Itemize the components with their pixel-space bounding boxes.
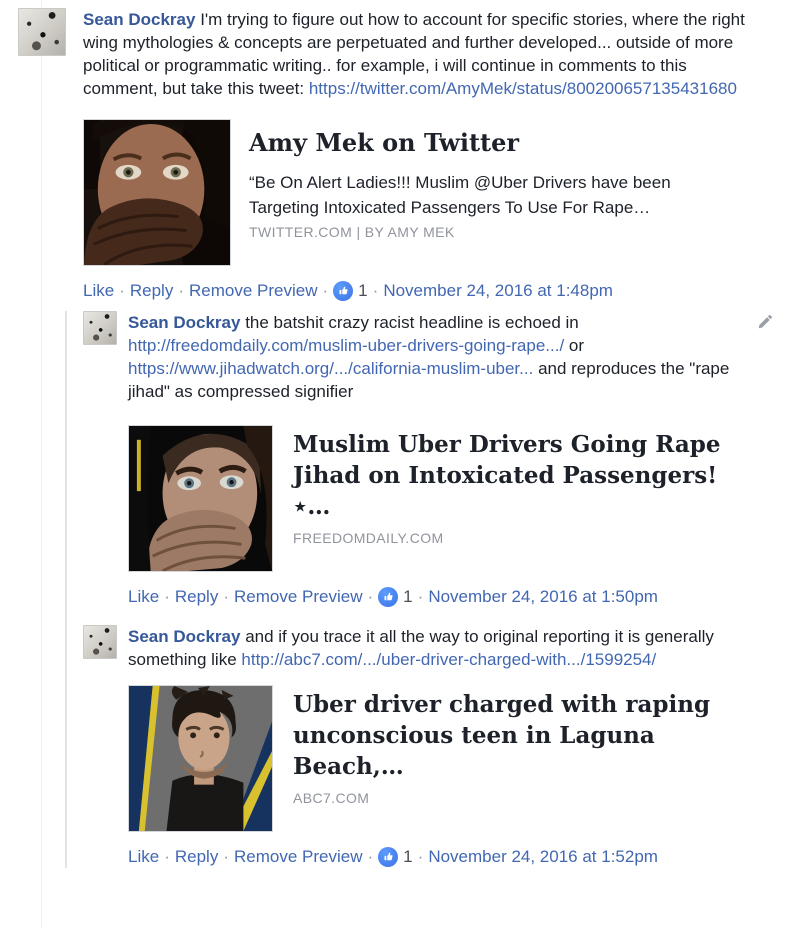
mugshot-image — [129, 686, 272, 831]
user-avatar[interactable] — [18, 8, 66, 56]
freedomdaily-link[interactable]: http://freedomdaily.com/muslim-uber-drivers-going-rape.../ — [128, 336, 565, 355]
like-button[interactable]: Like — [83, 281, 115, 300]
preview-image[interactable] — [128, 425, 273, 572]
reply-text — [128, 311, 740, 403]
reply-body: the batshit crazy racist headline is echoed in — [245, 313, 579, 332]
separator: · — [119, 281, 125, 300]
like-button[interactable]: Like — [128, 847, 160, 866]
reply-comment — [83, 311, 792, 608]
reply-body: and if you trace it all the way to original reporting it is generally something like — [128, 627, 714, 669]
thumbs-up-icon — [383, 851, 394, 862]
woman-face-image — [129, 426, 272, 571]
reply-text — [128, 625, 740, 671]
separator: · — [372, 281, 379, 300]
comment-timestamp[interactable]: November 24, 2016 at 1:50pm — [428, 587, 658, 606]
reply-button[interactable]: Reply — [174, 587, 219, 606]
preview-source: TWITTER.COM | BY AMY MEK — [249, 224, 455, 240]
comment-text — [83, 8, 763, 100]
comment-thread — [18, 8, 792, 868]
separator: · — [322, 281, 329, 300]
comment-action-row — [128, 585, 792, 608]
remove-preview-button[interactable]: Remove Preview — [189, 281, 318, 300]
thumbs-up-badge[interactable] — [378, 847, 398, 867]
jihadwatch-link[interactable]: https://www.jihadwatch.org/.../california-muslim-uber... — [128, 359, 534, 378]
user-avatar[interactable] — [83, 625, 117, 659]
preview-title[interactable]: Amy Mek on Twitter — [249, 128, 520, 157]
preview-title[interactable]: Muslim Uber Drivers Going Rape Jihad on Intoxicated Passengers! ⋆… — [293, 431, 721, 520]
woman-face-image — [84, 120, 230, 265]
comment-action-row — [128, 845, 792, 868]
comment-timestamp[interactable]: November 24, 2016 at 1:48pm — [383, 281, 613, 300]
reply-thread — [65, 311, 792, 868]
separator: · — [367, 847, 374, 866]
reply-button[interactable]: Reply — [174, 847, 219, 866]
thumbs-up-badge[interactable] — [333, 281, 353, 301]
user-avatar[interactable] — [83, 311, 117, 345]
author-link[interactable]: Sean Dockray — [83, 10, 196, 29]
separator: · — [164, 587, 170, 606]
edit-comment-button[interactable] — [757, 313, 774, 330]
reply-button[interactable]: Reply — [129, 281, 174, 300]
separator: · — [223, 847, 229, 866]
reply-comment — [83, 625, 792, 868]
like-count[interactable]: 1 — [358, 281, 368, 300]
separator: · — [164, 847, 170, 866]
comment-timestamp[interactable]: November 24, 2016 at 1:52pm — [428, 847, 658, 866]
preview-image[interactable] — [83, 119, 231, 266]
like-count[interactable]: 1 — [403, 587, 413, 606]
like-button[interactable]: Like — [128, 587, 160, 606]
link-preview-card[interactable] — [83, 119, 792, 266]
reply-body: and reproduces the "rape jihad" as compressed signifier — [128, 359, 730, 401]
abc7-link[interactable]: http://abc7.com/.../uber-driver-charged-with.../1599254/ — [241, 650, 657, 669]
comment-action-row — [83, 279, 792, 302]
preview-image[interactable] — [128, 685, 273, 832]
author-link[interactable]: Sean Dockray — [128, 627, 241, 646]
separator: · — [367, 587, 374, 606]
separator: · — [417, 587, 424, 606]
separator: · — [223, 587, 229, 606]
link-preview-card[interactable] — [128, 425, 792, 572]
tweet-link[interactable]: https://twitter.com/AmyMek/status/800200657135431680 — [308, 79, 737, 98]
preview-title[interactable]: Uber driver charged with raping unconscious teen in Laguna Beach,… — [293, 691, 711, 780]
thumbs-up-icon — [383, 591, 394, 602]
preview-description: “Be On Alert Ladies!!! Muslim @Uber Drivers have been Targeting Intoxicated Passengers To Use For Rape… — [249, 173, 671, 217]
comment-body: I'm trying to figure out how to account for specific stories, where the right wing mythologies & concepts are perpetuated and further developed... outside of more political or programmatic writing.. for example, i will continue in comments to this comment, but take this tweet: — [83, 10, 745, 98]
like-count[interactable]: 1 — [403, 847, 413, 866]
thumbs-up-badge[interactable] — [378, 587, 398, 607]
pencil-icon — [757, 313, 774, 330]
remove-preview-button[interactable]: Remove Preview — [234, 847, 363, 866]
separator: · — [417, 847, 424, 866]
thumbs-up-icon — [338, 285, 349, 296]
author-link[interactable]: Sean Dockray — [128, 313, 241, 332]
remove-preview-button[interactable]: Remove Preview — [234, 587, 363, 606]
separator: · — [178, 281, 184, 300]
preview-source: FREEDOMDAILY.COM — [293, 530, 444, 546]
link-preview-card[interactable] — [128, 685, 792, 832]
preview-source: ABC7.COM — [293, 790, 370, 806]
reply-body: or — [568, 336, 585, 355]
